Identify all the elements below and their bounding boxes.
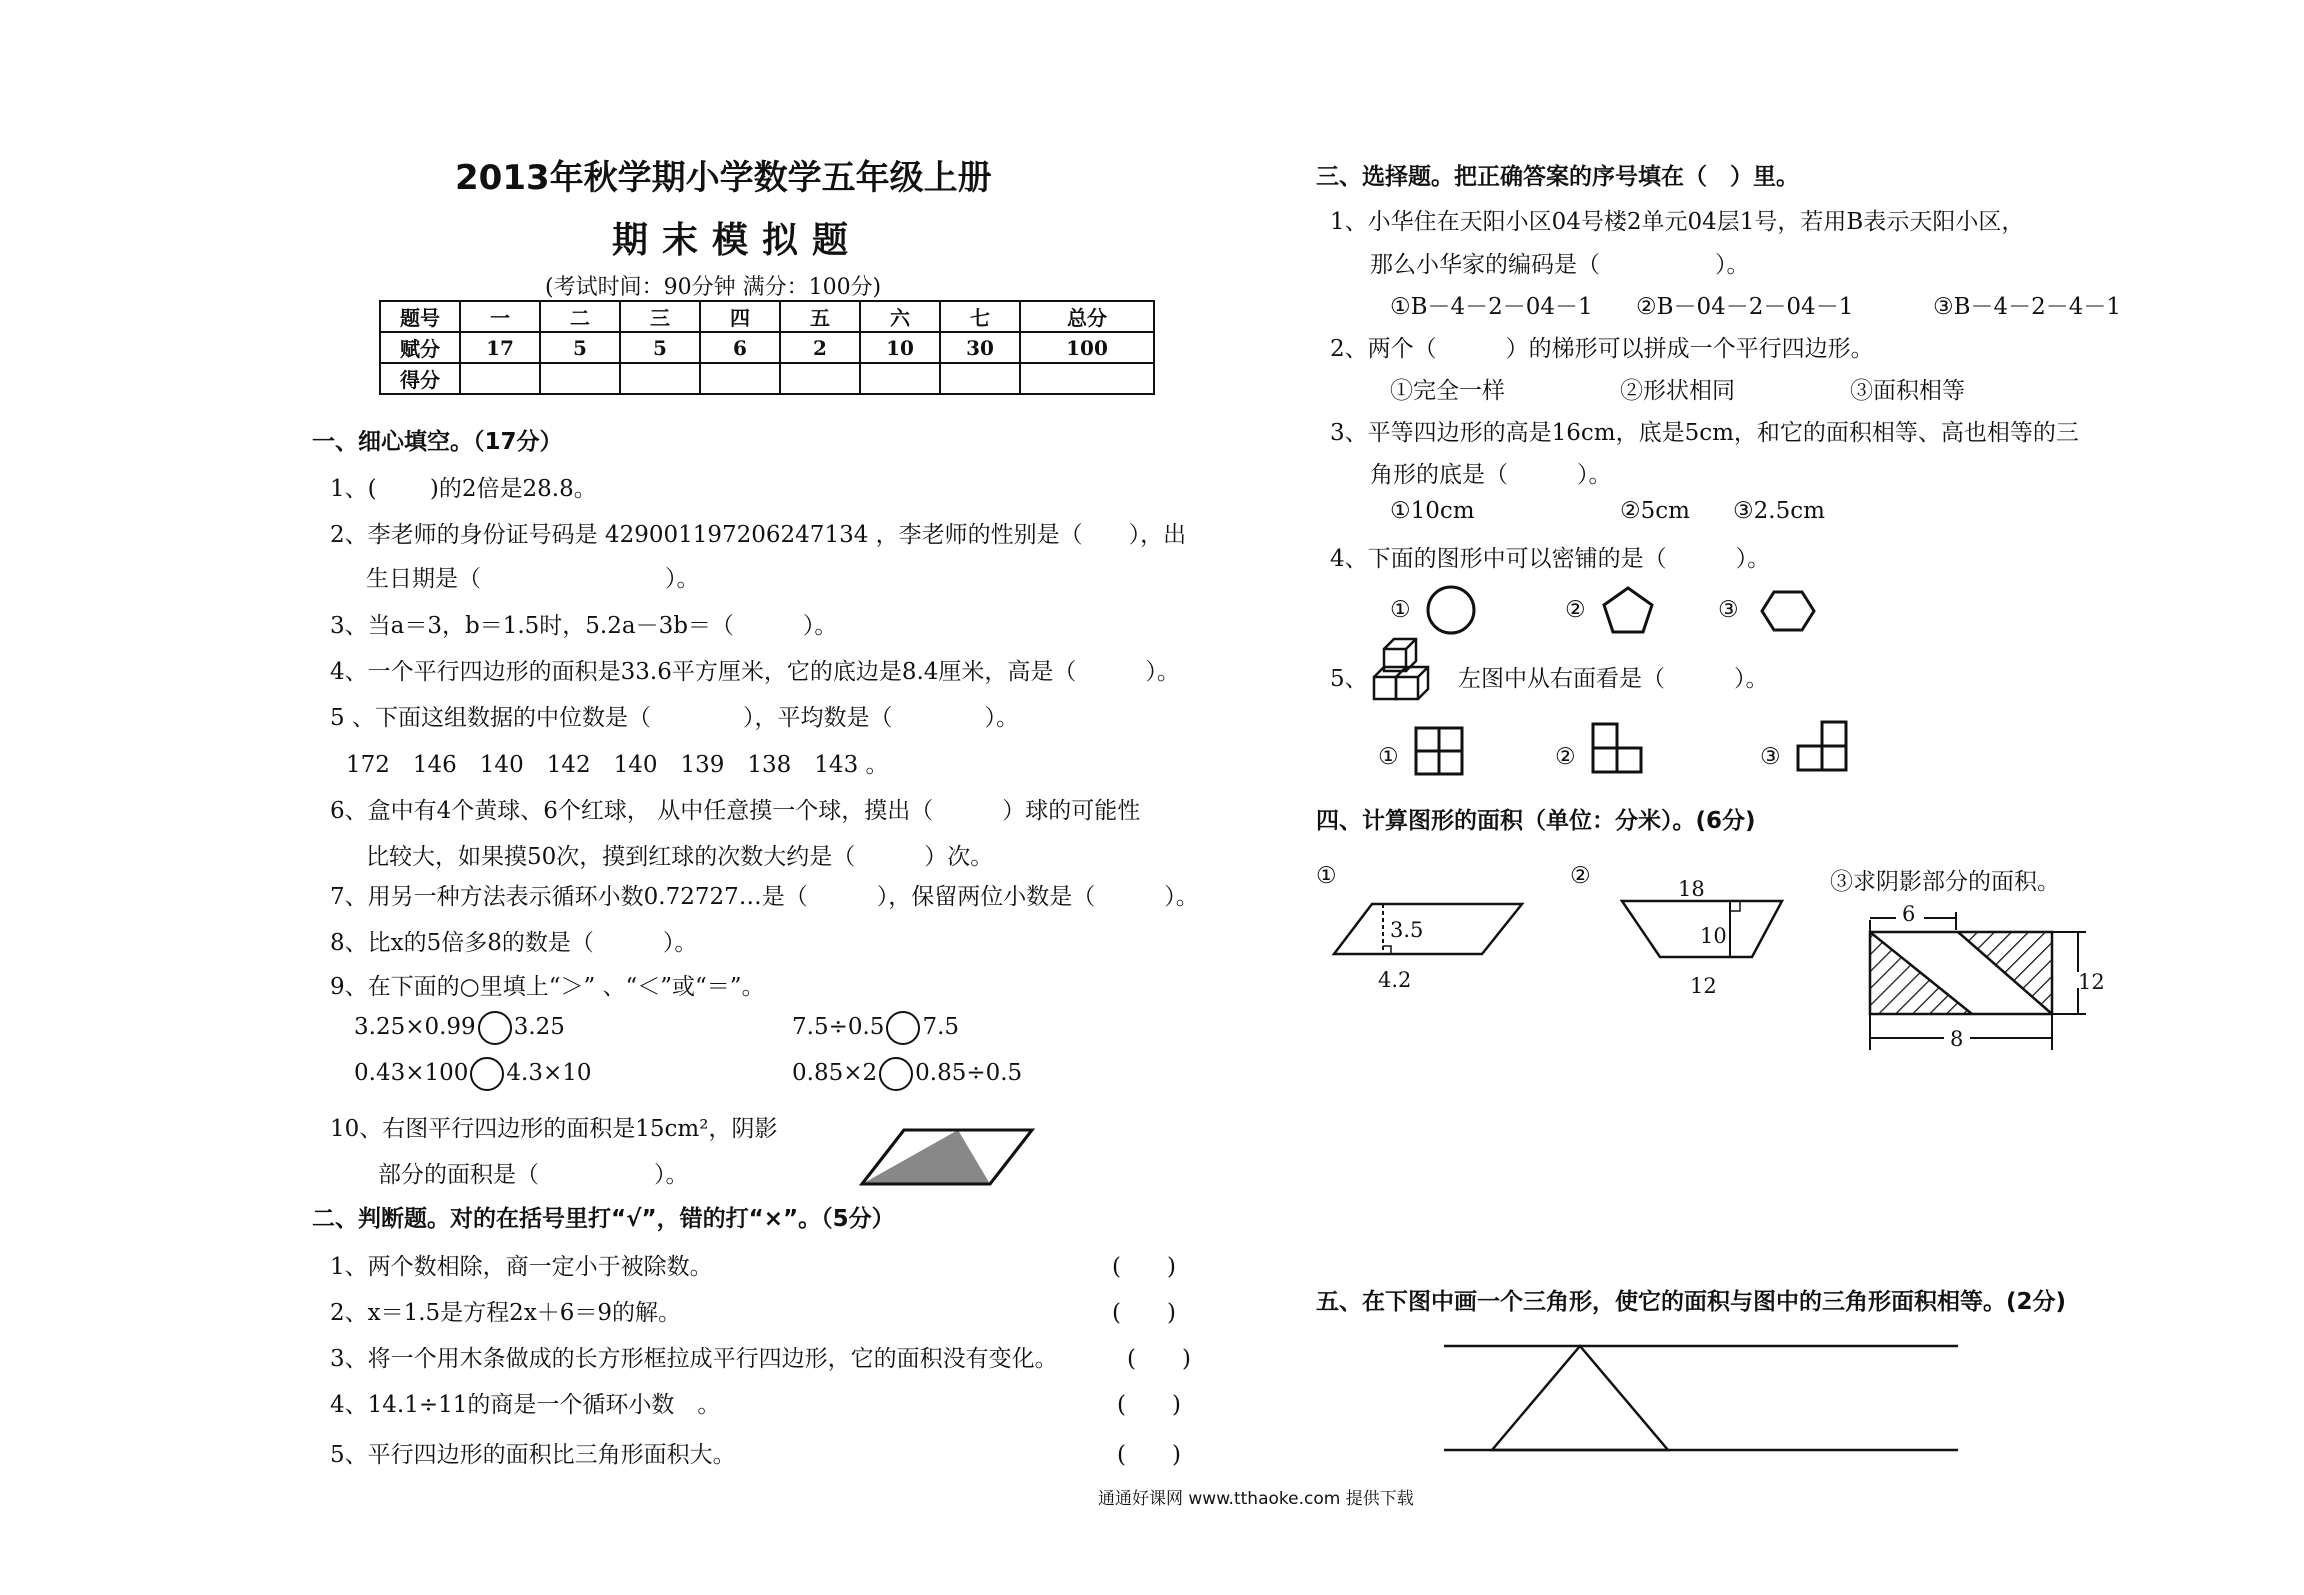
s3-q2-option-3[interactable]: ③面积相等 [1850, 378, 1965, 404]
earned-cell[interactable] [780, 363, 860, 394]
header-cell: 二 [540, 301, 620, 332]
section2-title: 二、判断题。对的在括号里打“√”，错的打“×”。（5分） [312, 1206, 895, 1232]
s1-q5: 5 、下面这组数据的中位数是（ ），平均数是（ ）。 [330, 705, 1019, 731]
header-cell: 一 [460, 301, 540, 332]
points-cell: 5 [620, 332, 700, 363]
points-cell: 100 [1020, 332, 1154, 363]
s1-q9c-right: 4.3×10 [506, 1060, 592, 1086]
earned-cell[interactable] [1020, 363, 1154, 394]
section3-title: 三、选择题。把正确答案的序号填在（ ）里。 [1316, 164, 1799, 190]
s1-q8: 8、比x的5倍多8的数是（ ）。 [330, 930, 698, 956]
header-cell: 四 [700, 301, 780, 332]
s1-q9d [792, 1057, 1022, 1091]
compare-circle-1[interactable] [478, 1011, 512, 1045]
cube-stack-figure [1370, 637, 1440, 709]
earned-cell[interactable] [700, 363, 780, 394]
s1-q9b-right: 7.5 [922, 1014, 960, 1040]
header-cell: 总分 [1020, 301, 1154, 332]
view-option-1-figure [1414, 726, 1466, 778]
pentagon-shape-icon [1600, 584, 1656, 636]
points-cell: 10 [860, 332, 940, 363]
compare-circle-4[interactable] [879, 1057, 913, 1091]
s1-q4: 4、一个平行四边形的面积是33.6平方厘米，它的底边是8.4厘米，高是（ ）。 [330, 659, 1180, 685]
answer-paren-4[interactable]: ( ) [1117, 1392, 1181, 1418]
s1-q9c-left: 0.43×100 [354, 1060, 469, 1086]
s3-q4-option-2-label[interactable]: ② [1565, 597, 1586, 623]
points-cell: 30 [940, 332, 1020, 363]
view-option-2-figure [1591, 720, 1661, 780]
score-table-header-row [380, 301, 1154, 332]
exam-title: 2013年秋学期小学数学五年级上册 [455, 158, 992, 198]
s3-q1-option-1[interactable]: ①B－4－2－04－1 [1390, 294, 1593, 320]
s1-q5-data: 172 146 140 142 140 139 138 143 。 [346, 752, 889, 778]
s3-q2-option-1[interactable]: ①完全一样 [1390, 378, 1505, 404]
s4-figure-2-label: ② [1570, 863, 1591, 889]
s3-q5-option-3-label[interactable]: ③ [1760, 744, 1781, 770]
s2-item-5: 5、平行四边形的面积比三角形面积大。 [330, 1442, 736, 1468]
s3-q3-option-1[interactable]: ①10cm [1390, 498, 1475, 524]
earned-label: 得分 [380, 363, 460, 394]
s1-q6b: 比较大，如果摸50次，摸到红球的次数大约是（ ）次。 [366, 844, 994, 870]
s3-q5-option-1-label[interactable]: ① [1378, 744, 1399, 770]
shaded-rect-top-label: 6 [1902, 902, 1916, 926]
answer-paren-1[interactable]: ( ) [1112, 1254, 1176, 1280]
trapezoid-top: 18 [1678, 877, 1705, 901]
section4-title: 四、计算图形的面积（单位：分米）。(6分) [1316, 808, 1756, 834]
s3-q4: 4、下面的图形中可以密铺的是（ ）。 [1330, 546, 1771, 572]
s3-q1a: 1、小华住在天阳小区04号楼2单元04层1号，若用B表示天阳小区， [1330, 209, 2025, 235]
section5-title: 五、在下图中画一个三角形，使它的面积与图中的三角形面积相等。(2分) [1316, 1289, 2067, 1315]
s2-item-4: 4、14.1÷11的商是一个循环小数 。 [330, 1392, 721, 1418]
points-cell: 6 [700, 332, 780, 363]
view-option-3-figure [1796, 718, 1866, 778]
s3-q1-option-2[interactable]: ②B－04－2－04－1 [1636, 294, 1854, 320]
hexagon-shape-icon [1760, 588, 1816, 634]
points-cell: 17 [460, 332, 540, 363]
earned-cell[interactable] [460, 363, 540, 394]
earned-cell[interactable] [860, 363, 940, 394]
s1-q10b: 部分的面积是（ ）。 [378, 1162, 689, 1188]
s3-q2: 2、两个（ ）的梯形可以拼成一个平行四边形。 [1330, 336, 1874, 362]
earned-cell[interactable] [620, 363, 700, 394]
s2-item-3: 3、将一个用木条做成的长方形框拉成平行四边形，它的面积没有变化。 [330, 1346, 1058, 1372]
points-cell: 2 [780, 332, 860, 363]
parallel-lines-triangle-figure[interactable] [1440, 1340, 1970, 1460]
s3-q1-option-3[interactable]: ③B－4－2－4－1 [1933, 294, 2122, 320]
s1-q10a: 10、右图平行四边形的面积是15cm²，阴影 [330, 1116, 778, 1142]
header-cell: 五 [780, 301, 860, 332]
s3-q5-number: 5、 [1330, 666, 1368, 692]
header-cell: 三 [620, 301, 700, 332]
points-label: 赋分 [380, 332, 460, 363]
points-cell: 5 [540, 332, 620, 363]
s1-q1: 1、( )的2倍是28.8。 [330, 476, 597, 502]
s3-q3b: 角形的底是（ ）。 [1370, 462, 1612, 488]
parallelogram-base: 4.2 [1378, 968, 1412, 992]
s3-q2-option-2[interactable]: ②形状相同 [1620, 378, 1735, 404]
s1-q9d-right: 0.85÷0.5 [915, 1060, 1023, 1086]
compare-circle-3[interactable] [470, 1057, 504, 1091]
s4-figure-1-label: ① [1316, 863, 1337, 889]
trapezoid-height: 10 [1700, 924, 1727, 948]
earned-cell[interactable] [540, 363, 620, 394]
s3-q5-option-2-label[interactable]: ② [1555, 744, 1576, 770]
header-cell: 题号 [380, 301, 460, 332]
s2-item-2: 2、x＝1.5是方程2x＋6＝9的解。 [330, 1300, 682, 1326]
section1-title: 一、细心填空。（17分） [312, 429, 563, 455]
shaded-parallelogram-figure [862, 1128, 1034, 1186]
s1-q2a: 2、李老师的身份证号码是 429001197206247134 ，李老师的性别是（ ），出 [330, 522, 1187, 548]
shaded-rectangle-figure [1856, 900, 2096, 1050]
s1-q2b: 生日期是（ ）。 [366, 566, 700, 592]
s2-item-1: 1、两个数相除，商一定小于被除数。 [330, 1254, 713, 1280]
s1-q9: 9、在下面的○里填上“＞” 、“＜”或“＝”。 [330, 974, 765, 1000]
s1-q9c [354, 1057, 592, 1091]
s1-q7: 7、用另一种方法表示循环小数0.72727…是（ ），保留两位小数是（ ）。 [330, 884, 1199, 910]
answer-paren-3[interactable]: ( ) [1127, 1346, 1191, 1372]
s1-q9b [792, 1011, 959, 1045]
exam-subtitle: 期末模拟题 [612, 220, 863, 261]
footer-source: 通通好课网 www.tthaoke.com 提供下载 [1098, 1489, 1414, 1509]
shaded-rect-height-label: 12 [2078, 970, 2105, 994]
s4-figure-3-label: ③求阴影部分的面积。 [1830, 869, 2060, 895]
s3-q3-option-3[interactable]: ③2.5cm [1733, 498, 1825, 524]
earned-cell[interactable] [940, 363, 1020, 394]
answer-paren-5[interactable]: ( ) [1117, 1442, 1181, 1468]
answer-paren-2[interactable]: ( ) [1112, 1300, 1176, 1326]
s1-q9a-left: 3.25×0.99 [354, 1014, 476, 1040]
exam-info: (考试时间：90分钟 满分：100分) [545, 275, 882, 300]
circle-shape-icon [1425, 584, 1477, 636]
score-table [379, 300, 1155, 395]
s3-q3a: 3、平等四边形的高是16cm，底是5cm，和它的面积相等、高也相等的三 [1330, 420, 2079, 446]
s3-q4-option-3-label[interactable]: ③ [1718, 597, 1739, 623]
s1-q9b-left: 7.5÷0.5 [792, 1014, 885, 1040]
s1-q9a-right: 3.25 [513, 1014, 565, 1040]
s3-q4-option-1-label[interactable]: ① [1390, 597, 1411, 623]
s3-q1b: 那么小华家的编码是（ ）。 [1370, 252, 1750, 278]
header-cell: 七 [940, 301, 1020, 332]
s1-q9d-left: 0.85×2 [792, 1060, 878, 1086]
parallelogram-figure [1330, 900, 1530, 1000]
s3-q3-option-2[interactable]: ②5cm [1620, 498, 1690, 524]
compare-circle-2[interactable] [886, 1011, 920, 1045]
shaded-rect-bottom-label: 8 [1950, 1027, 1964, 1051]
s1-q3: 3、当a＝3，b＝1.5时，5.2a－3b＝（ ）。 [330, 613, 838, 639]
header-cell: 六 [860, 301, 940, 332]
score-table-earned-row [380, 363, 1154, 394]
parallelogram-height: 3.5 [1390, 918, 1424, 942]
trapezoid-bottom: 12 [1690, 974, 1717, 998]
s3-q5: 左图中从右面看是（ ）。 [1458, 666, 1769, 692]
s1-q6a: 6、盒中有4个黄球、6个红球， 从中任意摸一个球，摸出（ ）球的可能性 [330, 798, 1141, 824]
score-table-points-row [380, 332, 1154, 363]
s1-q9a [354, 1011, 565, 1045]
